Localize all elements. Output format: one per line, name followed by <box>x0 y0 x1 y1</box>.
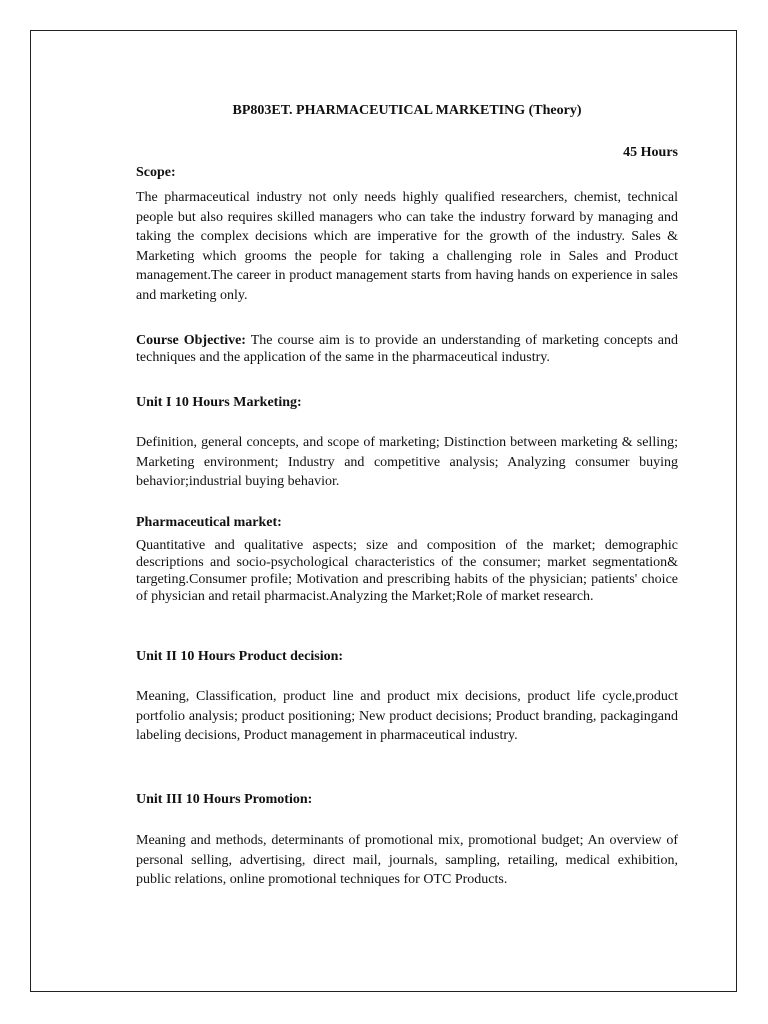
course-objective-label: Course Objective: <box>136 333 246 348</box>
document-title: BP803ET. PHARMACEUTICAL MARKETING (Theory) <box>232 103 582 118</box>
scope-paragraph: The pharmaceutical industry not only needs highly qualified researchers, chemist, technical people but also requires skilled managers who can take the industry forward by managing and taking the complex decisions which are imperative for the growth of the industry. Sales & Marketing which grooms the people for taking a challenging role in Sales and Product management.The career in product management starts from having hands on experience in sales and marketing only. <box>136 190 678 303</box>
course-objective-text: The course aim is to provide an understanding of marketing concepts and techniques and the application of the same in the pharmaceutical industry. <box>136 333 679 365</box>
unit-1-heading: Unit I 10 Hours Marketing: <box>136 395 302 410</box>
course-objective-paragraph <box>136 332 678 366</box>
pharmaceutical-market-paragraph: Quantitative and qualitative aspects; size and composition of the market; demographic descriptions and socio-psychological characteristics of the consumer; market segmentation& targeting.Consumer profile; Motivation and prescribing habits of the physician; patients' choice of physician and retail pharmacist.Analyzing the Market;Role of market research. <box>136 538 678 604</box>
pharmaceutical-market-heading: Pharmaceutical market: <box>136 515 282 530</box>
unit-3-paragraph: Meaning and methods, determinants of promotional mix, promotional budget; An overview of personal selling, advertising, direct mail, journals, sampling, retailing, medical exhibition, public relations, online promotional techniques for OTC Products. <box>136 833 678 887</box>
scope-heading: Scope: <box>136 165 176 180</box>
total-hours: 45 Hours <box>623 145 678 160</box>
unit-2-paragraph: Meaning, Classification, product line and product mix decisions, product life cycle,product portfolio analysis; product positioning; New product decisions; Product branding, packagingand labeling decisions, Product management in pharmaceutical industry. <box>136 689 678 743</box>
unit-3-heading: Unit III 10 Hours Promotion: <box>136 792 313 807</box>
unit-1-paragraph: Definition, general concepts, and scope of marketing; Distinction between marketing & selling; Marketing environment; Industry and competitive analysis; Analyzing consumer buying behavior;industrial buying behavior. <box>136 435 678 489</box>
unit-2-heading: Unit II 10 Hours Product decision: <box>136 649 344 664</box>
